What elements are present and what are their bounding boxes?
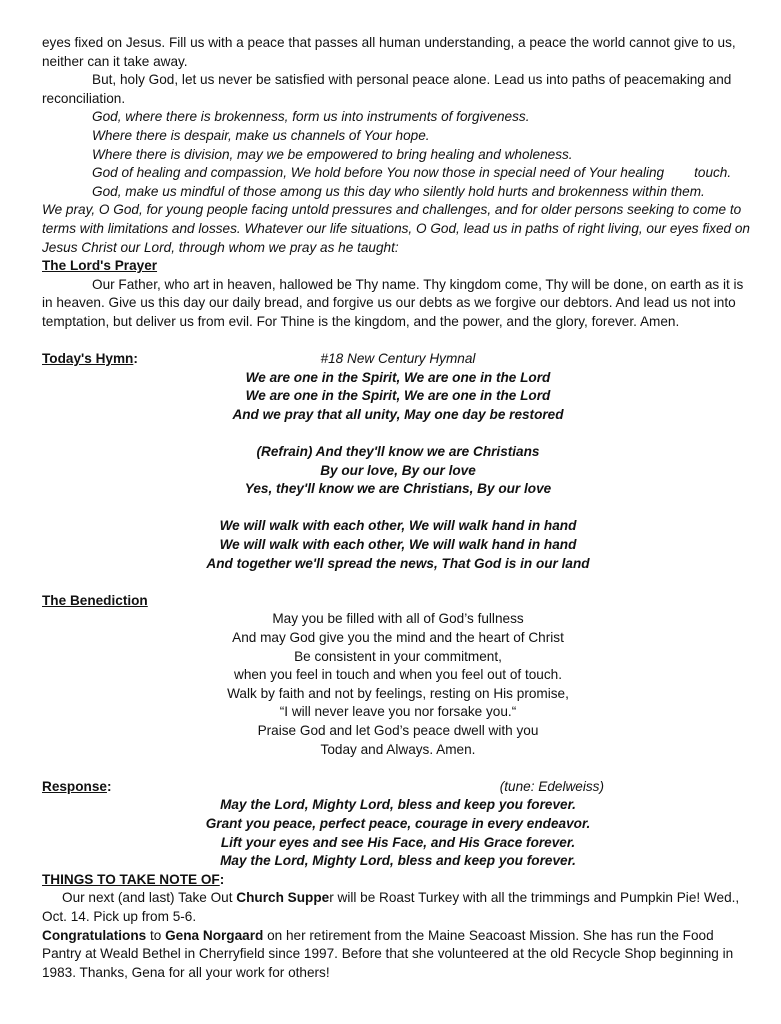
prayer-petition: God, where there is brokenness, form us into instruments of forgiveness. <box>92 109 530 125</box>
prayer-healing-text: God of healing and compassion, We hold before You now those in special need of Your healing <box>92 165 665 181</box>
hymn-refrain-line: (Refrain) And they'll know we are Christians <box>256 444 540 460</box>
prayer-healing-touch: touch. <box>694 165 732 181</box>
spacer <box>42 759 754 778</box>
spacer <box>42 499 754 518</box>
response-line: Lift your eyes and see His Face, and His Grace forever. <box>220 834 576 850</box>
hymn-line: We are one in the Spirit, We are one in the Lord <box>245 369 551 385</box>
note-congrats-to: to <box>146 927 166 943</box>
hymn-heading-colon: : <box>133 351 138 367</box>
note-congrats-details: on her retirement from the Maine Seacoast Mission. She has run the Food Pantry at Weald Bethel in Cherryfield since 1997. Before that she volunteered at the old Recycle Shop beginning in 1983. Thanks, Gena for all your work for others! <box>42 927 734 980</box>
response-heading-colon: : <box>106 778 112 794</box>
note-congrats-bold: Congratulations <box>42 927 147 943</box>
hymn-refrain-line: Yes, they'll know we are Christians, By our love <box>244 481 552 497</box>
benediction-line: Today and Always. Amen. <box>320 741 476 757</box>
notes-heading: THINGS TO TAKE NOTE OF <box>42 871 220 887</box>
note-supper-text: Our next (and last) Take Out <box>62 890 237 906</box>
hymn-heading: Today's Hymn <box>42 351 134 367</box>
benediction-line: when you feel in touch and when you feel out of touch. <box>234 667 562 683</box>
prayer-closing: We pray, O God, for young people facing untold pressures and challenges, and for older persons seeking to come to terms with limitations and losses. Whatever our life situations, O God, lead us in paths of right living, our eyes fixed on Jesus Christ our Lord, through whom we pray as he taught: <box>42 202 750 255</box>
prayer-paragraph-1: eyes fixed on Jesus. Fill us with a peace that passes all human understanding, a peace the world cannot give to us, neither can it take away. <box>42 35 736 69</box>
benediction-heading: The Benediction <box>42 592 148 608</box>
prayer-mindful: God, make us mindful of those among us this day who silently hold hurts and brokenness within them. <box>92 183 705 199</box>
response-tune: (tune: Edelweiss) <box>499 778 604 794</box>
notes-heading-line <box>42 871 754 890</box>
benediction-line: Praise God and let God’s peace dwell with you <box>257 722 539 738</box>
benediction-line: May you be filled with all of God’s fullness <box>272 611 524 627</box>
note-supper-bold: Church Suppe <box>236 890 330 906</box>
spacer <box>42 573 754 592</box>
spacer <box>42 424 754 443</box>
notes-heading-colon: : <box>219 871 225 887</box>
note-church-supper <box>42 889 754 926</box>
prayer-petition: Where there is despair, make us channels of Your hope. <box>92 127 430 143</box>
spacer <box>42 332 754 351</box>
response-heading: Response <box>42 778 107 794</box>
note-supper-details: r will be Roast Turkey with all the trimmings and Pumpkin Pie! Wed., Oct. 14. Pick up from 5-6. <box>42 890 740 924</box>
benediction-line: And may God give you the mind and the heart of Christ <box>232 630 564 645</box>
hymn-line: We will walk with each other, We will walk hand in hand <box>219 537 577 553</box>
benediction-line: Walk by faith and not by feelings, resting on His promise, <box>227 685 569 701</box>
benediction-line: Be consistent in your commitment, <box>294 648 502 664</box>
hymn-line: We will walk with each other, We will walk hand in hand <box>219 518 577 534</box>
note-congratulations <box>42 927 754 983</box>
benediction-line: “I will never leave you nor forsake you.“ <box>279 704 517 720</box>
hymn-header-row <box>42 350 754 369</box>
prayer-petition: Where there is division, may we be empowered to bring healing and wholeness. <box>92 146 573 162</box>
response-line: May the Lord, Mighty Lord, bless and keep you forever. <box>220 797 576 813</box>
prayer-healing-line <box>42 164 754 183</box>
lords-prayer-text: Our Father, who art in heaven, hallowed be Thy name. Thy kingdom come, Thy will be done, on earth as it is in heaven. Give us this day our daily bread, and forgive us our debts as we forgive our debtors. And lead us not into temptation, but deliver us from evil. For Thine is the kingdom, and the power, and the glory, forever. Amen. <box>42 276 744 329</box>
hymn-line: And together we'll spread the news, That God is in our land <box>206 555 590 571</box>
hymn-refrain-line: By our love, By our love <box>320 462 476 478</box>
response-line: Grant you peace, perfect peace, courage in every endeavor. <box>205 815 591 831</box>
response-line: May the Lord, Mighty Lord, bless and keep you forever. <box>220 853 576 869</box>
bulletin-page <box>42 34 754 982</box>
response-header-row <box>42 778 754 797</box>
prayer-paragraph-2: But, holy God, let us never be satisfied with personal peace alone. Lead us into paths of peacemaking and reconciliation. <box>42 72 732 106</box>
hymn-line: We are one in the Spirit, We are one in the Lord <box>245 388 551 404</box>
lords-prayer-heading: The Lord's Prayer <box>42 258 158 274</box>
hymn-reference: #18 New Century Hymnal <box>320 351 476 367</box>
note-congrats-name: Gena Norgaard <box>165 927 264 943</box>
hymn-line: And we pray that all unity, May one day be restored <box>232 406 564 422</box>
